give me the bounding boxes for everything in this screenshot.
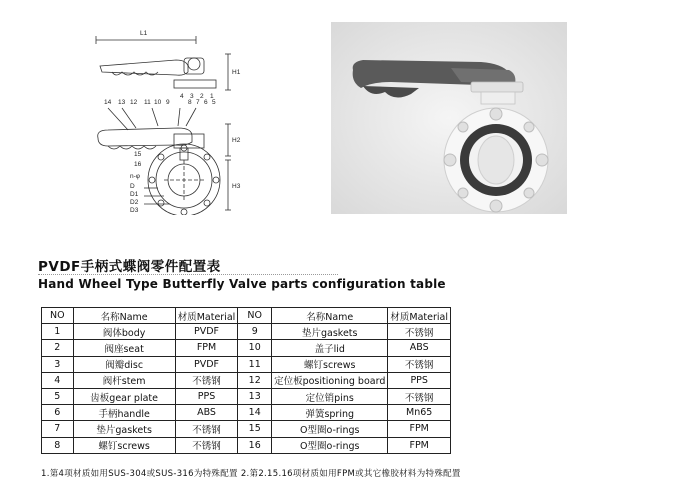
cell-material-2: Mn65 bbox=[388, 405, 451, 421]
table-row bbox=[42, 388, 451, 404]
cell-material: 不锈钢 bbox=[175, 372, 238, 388]
dim-l1: L1 bbox=[140, 30, 148, 37]
cell-no-2: 11 bbox=[238, 356, 272, 372]
part-13: 13 bbox=[118, 99, 126, 106]
cell-name-2: 盖子lid bbox=[272, 340, 388, 356]
header-material: 材质Material bbox=[175, 308, 238, 324]
cell-material: 不锈钢 bbox=[175, 421, 238, 437]
cell-name-2: 定位板positioning board bbox=[272, 372, 388, 388]
cell-no: 6 bbox=[42, 405, 74, 421]
dim-h2: H2 bbox=[232, 137, 241, 144]
part-11: 11 bbox=[144, 99, 151, 106]
cell-no-2: 10 bbox=[238, 340, 272, 356]
cell-material: ABS bbox=[175, 405, 238, 421]
header-no: NO bbox=[42, 308, 74, 324]
cell-name-2: O型圈o-rings bbox=[272, 437, 388, 453]
part-5: 5 bbox=[212, 99, 216, 106]
title-divider bbox=[38, 274, 338, 275]
table-header-row bbox=[42, 308, 451, 324]
header-material-2: 材质Material bbox=[388, 308, 451, 324]
cell-name: 垫片gaskets bbox=[73, 421, 175, 437]
cell-no: 8 bbox=[42, 437, 74, 453]
part-6: 6 bbox=[204, 99, 208, 106]
part-2: 2 bbox=[200, 93, 204, 100]
table-row bbox=[42, 324, 451, 340]
cell-name: 阀杆stem bbox=[73, 372, 175, 388]
cell-name-2: O型圈o-rings bbox=[272, 421, 388, 437]
parts-configuration-table bbox=[41, 307, 451, 454]
cell-material-2: 不锈钢 bbox=[388, 388, 451, 404]
part-3: 3 bbox=[190, 93, 194, 100]
part-9: 9 bbox=[166, 99, 170, 106]
valve-product-photo bbox=[331, 22, 567, 214]
cell-material-2: FPM bbox=[388, 437, 451, 453]
cell-name: 螺钉screws bbox=[73, 437, 175, 453]
cell-no: 1 bbox=[42, 324, 74, 340]
dim-h1: H1 bbox=[232, 69, 241, 76]
cell-name: 阀体body bbox=[73, 324, 175, 340]
table-row bbox=[42, 340, 451, 356]
cell-name: 阀座seat bbox=[73, 340, 175, 356]
cell-material-2: 不锈钢 bbox=[388, 324, 451, 340]
cell-no-2: 15 bbox=[238, 421, 272, 437]
cell-no: 4 bbox=[42, 372, 74, 388]
cell-no-2: 14 bbox=[238, 405, 272, 421]
cell-no: 3 bbox=[42, 356, 74, 372]
part-12: 12 bbox=[130, 99, 138, 106]
cell-name-2: 弹簧spring bbox=[272, 405, 388, 421]
page-title-english: Hand Wheel Type Butterfly Valve parts configuration table bbox=[38, 277, 446, 291]
cell-name: 齿板gear plate bbox=[73, 388, 175, 404]
cell-material-2: 不锈钢 bbox=[388, 356, 451, 372]
cell-no-2: 13 bbox=[238, 388, 272, 404]
cell-name-2: 垫片gaskets bbox=[272, 324, 388, 340]
cell-material: PVDF bbox=[175, 324, 238, 340]
cell-no-2: 16 bbox=[238, 437, 272, 453]
dim-h3: H3 bbox=[232, 183, 241, 190]
cell-name: 手柄handle bbox=[73, 405, 175, 421]
cell-material-2: FPM bbox=[388, 421, 451, 437]
cell-no: 5 bbox=[42, 388, 74, 404]
part-4: 4 bbox=[180, 93, 184, 100]
cell-no: 7 bbox=[42, 421, 74, 437]
header-name-2: 名称Name bbox=[272, 308, 388, 324]
cell-no-2: 12 bbox=[238, 372, 272, 388]
dim-d2: D2 bbox=[130, 199, 139, 206]
part-1: 1 bbox=[210, 93, 214, 100]
dim-n-phi: n-φ bbox=[130, 173, 140, 180]
cell-material: 不锈钢 bbox=[175, 437, 238, 453]
table-row bbox=[42, 372, 451, 388]
cell-material: FPM bbox=[175, 340, 238, 356]
table-row bbox=[42, 437, 451, 453]
cell-no: 2 bbox=[42, 340, 74, 356]
table-row bbox=[42, 421, 451, 437]
dim-d1: D1 bbox=[130, 191, 139, 198]
table-row bbox=[42, 356, 451, 372]
part-8: 8 bbox=[188, 99, 192, 106]
part-14: 14 bbox=[104, 99, 112, 106]
cell-name-2: 定位销pins bbox=[272, 388, 388, 404]
page-title-chinese: PVDF手柄式蝶阀零件配置表 bbox=[38, 259, 221, 275]
header-no-2: NO bbox=[238, 308, 272, 324]
cell-name: 阀瓣disc bbox=[73, 356, 175, 372]
dim-d3: D3 bbox=[130, 207, 139, 214]
cell-material: PPS bbox=[175, 388, 238, 404]
part-7: 7 bbox=[196, 99, 200, 106]
cell-material-2: ABS bbox=[388, 340, 451, 356]
dim-d: D bbox=[130, 183, 135, 190]
cell-material-2: PPS bbox=[388, 372, 451, 388]
part-15: 15 bbox=[134, 151, 142, 158]
part-10: 10 bbox=[154, 99, 162, 106]
header-name: 名称Name bbox=[73, 308, 175, 324]
cell-material: PVDF bbox=[175, 356, 238, 372]
cell-no-2: 9 bbox=[238, 324, 272, 340]
footnote: 1.第4项材质如用SUS-304或SUS-316为特殊配置 2.第2.15.16项材质如用FPM或其它橡胶材料为特殊配置 bbox=[41, 469, 461, 479]
table-row bbox=[42, 405, 451, 421]
valve-technical-drawing bbox=[88, 20, 328, 215]
part-16: 16 bbox=[134, 161, 142, 168]
cell-name-2: 螺钉screws bbox=[272, 356, 388, 372]
